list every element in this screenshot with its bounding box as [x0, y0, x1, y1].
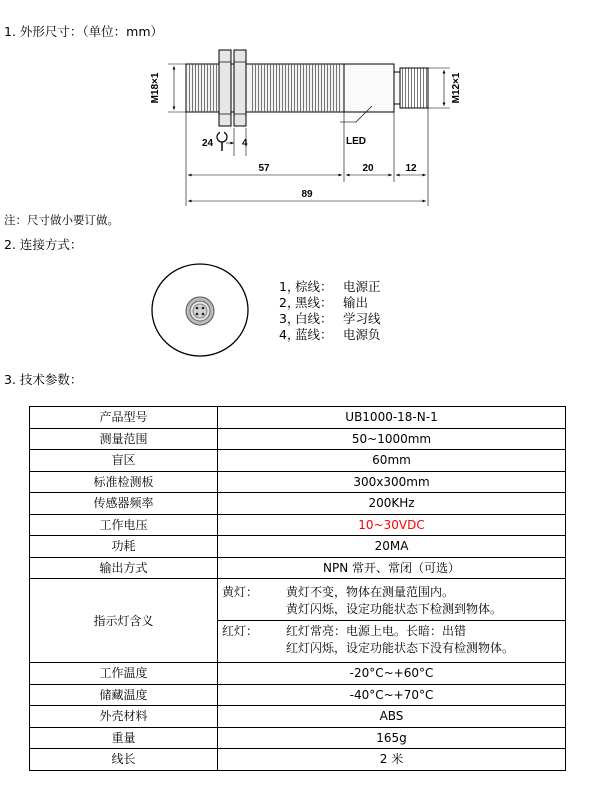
- wire-row: 3， 白线： 学习线: [279, 311, 381, 326]
- m18-label: M18×1: [150, 72, 161, 104]
- m12-label: M12×1: [451, 72, 462, 104]
- table-row: 储藏温度 -40°C~+70°C: [30, 684, 566, 706]
- sensor-barrel: [186, 64, 344, 112]
- table-row: 标准检测板 300x300mm: [30, 471, 566, 493]
- length-20-label: 20: [362, 163, 374, 174]
- table-row: 功耗 20MA: [30, 536, 566, 558]
- voltage-value: 10~30VDC: [218, 514, 566, 536]
- led-label: LED: [346, 136, 366, 147]
- connection-heading: 2. 连接方式：: [4, 237, 83, 252]
- table-row: 外壳材料 ABS: [30, 706, 566, 728]
- dimensions-heading: 1. 外形尺寸：（单位：mm）: [4, 24, 164, 39]
- params-heading: 3. 技术参数：: [4, 372, 83, 387]
- nut-thickness-label: 4: [242, 138, 248, 149]
- length-57-label: 57: [258, 163, 270, 174]
- length-12-label: 12: [405, 163, 417, 174]
- table-row: 测量范围 50~1000mm: [30, 428, 566, 450]
- wrench-icon: [217, 131, 227, 151]
- table-row: 线长 2 米: [30, 749, 566, 771]
- wire-row: 4， 蓝线： 电源负: [279, 327, 381, 342]
- wiring-legend: [279, 279, 381, 343]
- table-row: 工作温度 -20°C~+60°C: [30, 663, 566, 685]
- sensor-dimension-drawing: [0, 0, 589, 215]
- table-row: 传感器频率 200KHz: [30, 493, 566, 515]
- spec-table: [29, 406, 566, 771]
- wrench-size-label: 24: [202, 138, 214, 149]
- table-row: 盲区 60mm: [30, 450, 566, 472]
- indicator-meaning-cell: 黄灯： 黄灯不变，物体在测量范围内。 黄灯闪烁，设定功能状态下检测到物体。 红灯： 红灯常亮：电源上电。长暗：出错 红灯闪烁，设定功能状态下没有检测物体。: [218, 579, 566, 663]
- table-row: 产品型号 UB1000-18-N-1: [30, 407, 566, 429]
- wire-row: 1， 棕线： 电源正: [279, 279, 381, 294]
- table-row: 输出方式 NPN 常开、常闭（可选）: [30, 557, 566, 579]
- sensor-rear-body: [344, 64, 428, 112]
- length-89-label: 89: [301, 189, 313, 200]
- table-row: 重量 165g: [30, 727, 566, 749]
- size-note: 注：尺寸做小要订做。: [4, 213, 119, 227]
- table-row: 指示灯含义 黄灯： 黄灯不变，物体在测量范围内。 黄灯闪烁，设定功能状态下检测到物体。 红灯： 红灯常亮：电源上电。长暗：出错 红灯闪烁，设定功能状态下没有检测物体。: [30, 579, 566, 663]
- wire-row: 2， 黑线： 输出: [279, 295, 369, 310]
- table-row: 工作电压 10~30VDC: [30, 514, 566, 536]
